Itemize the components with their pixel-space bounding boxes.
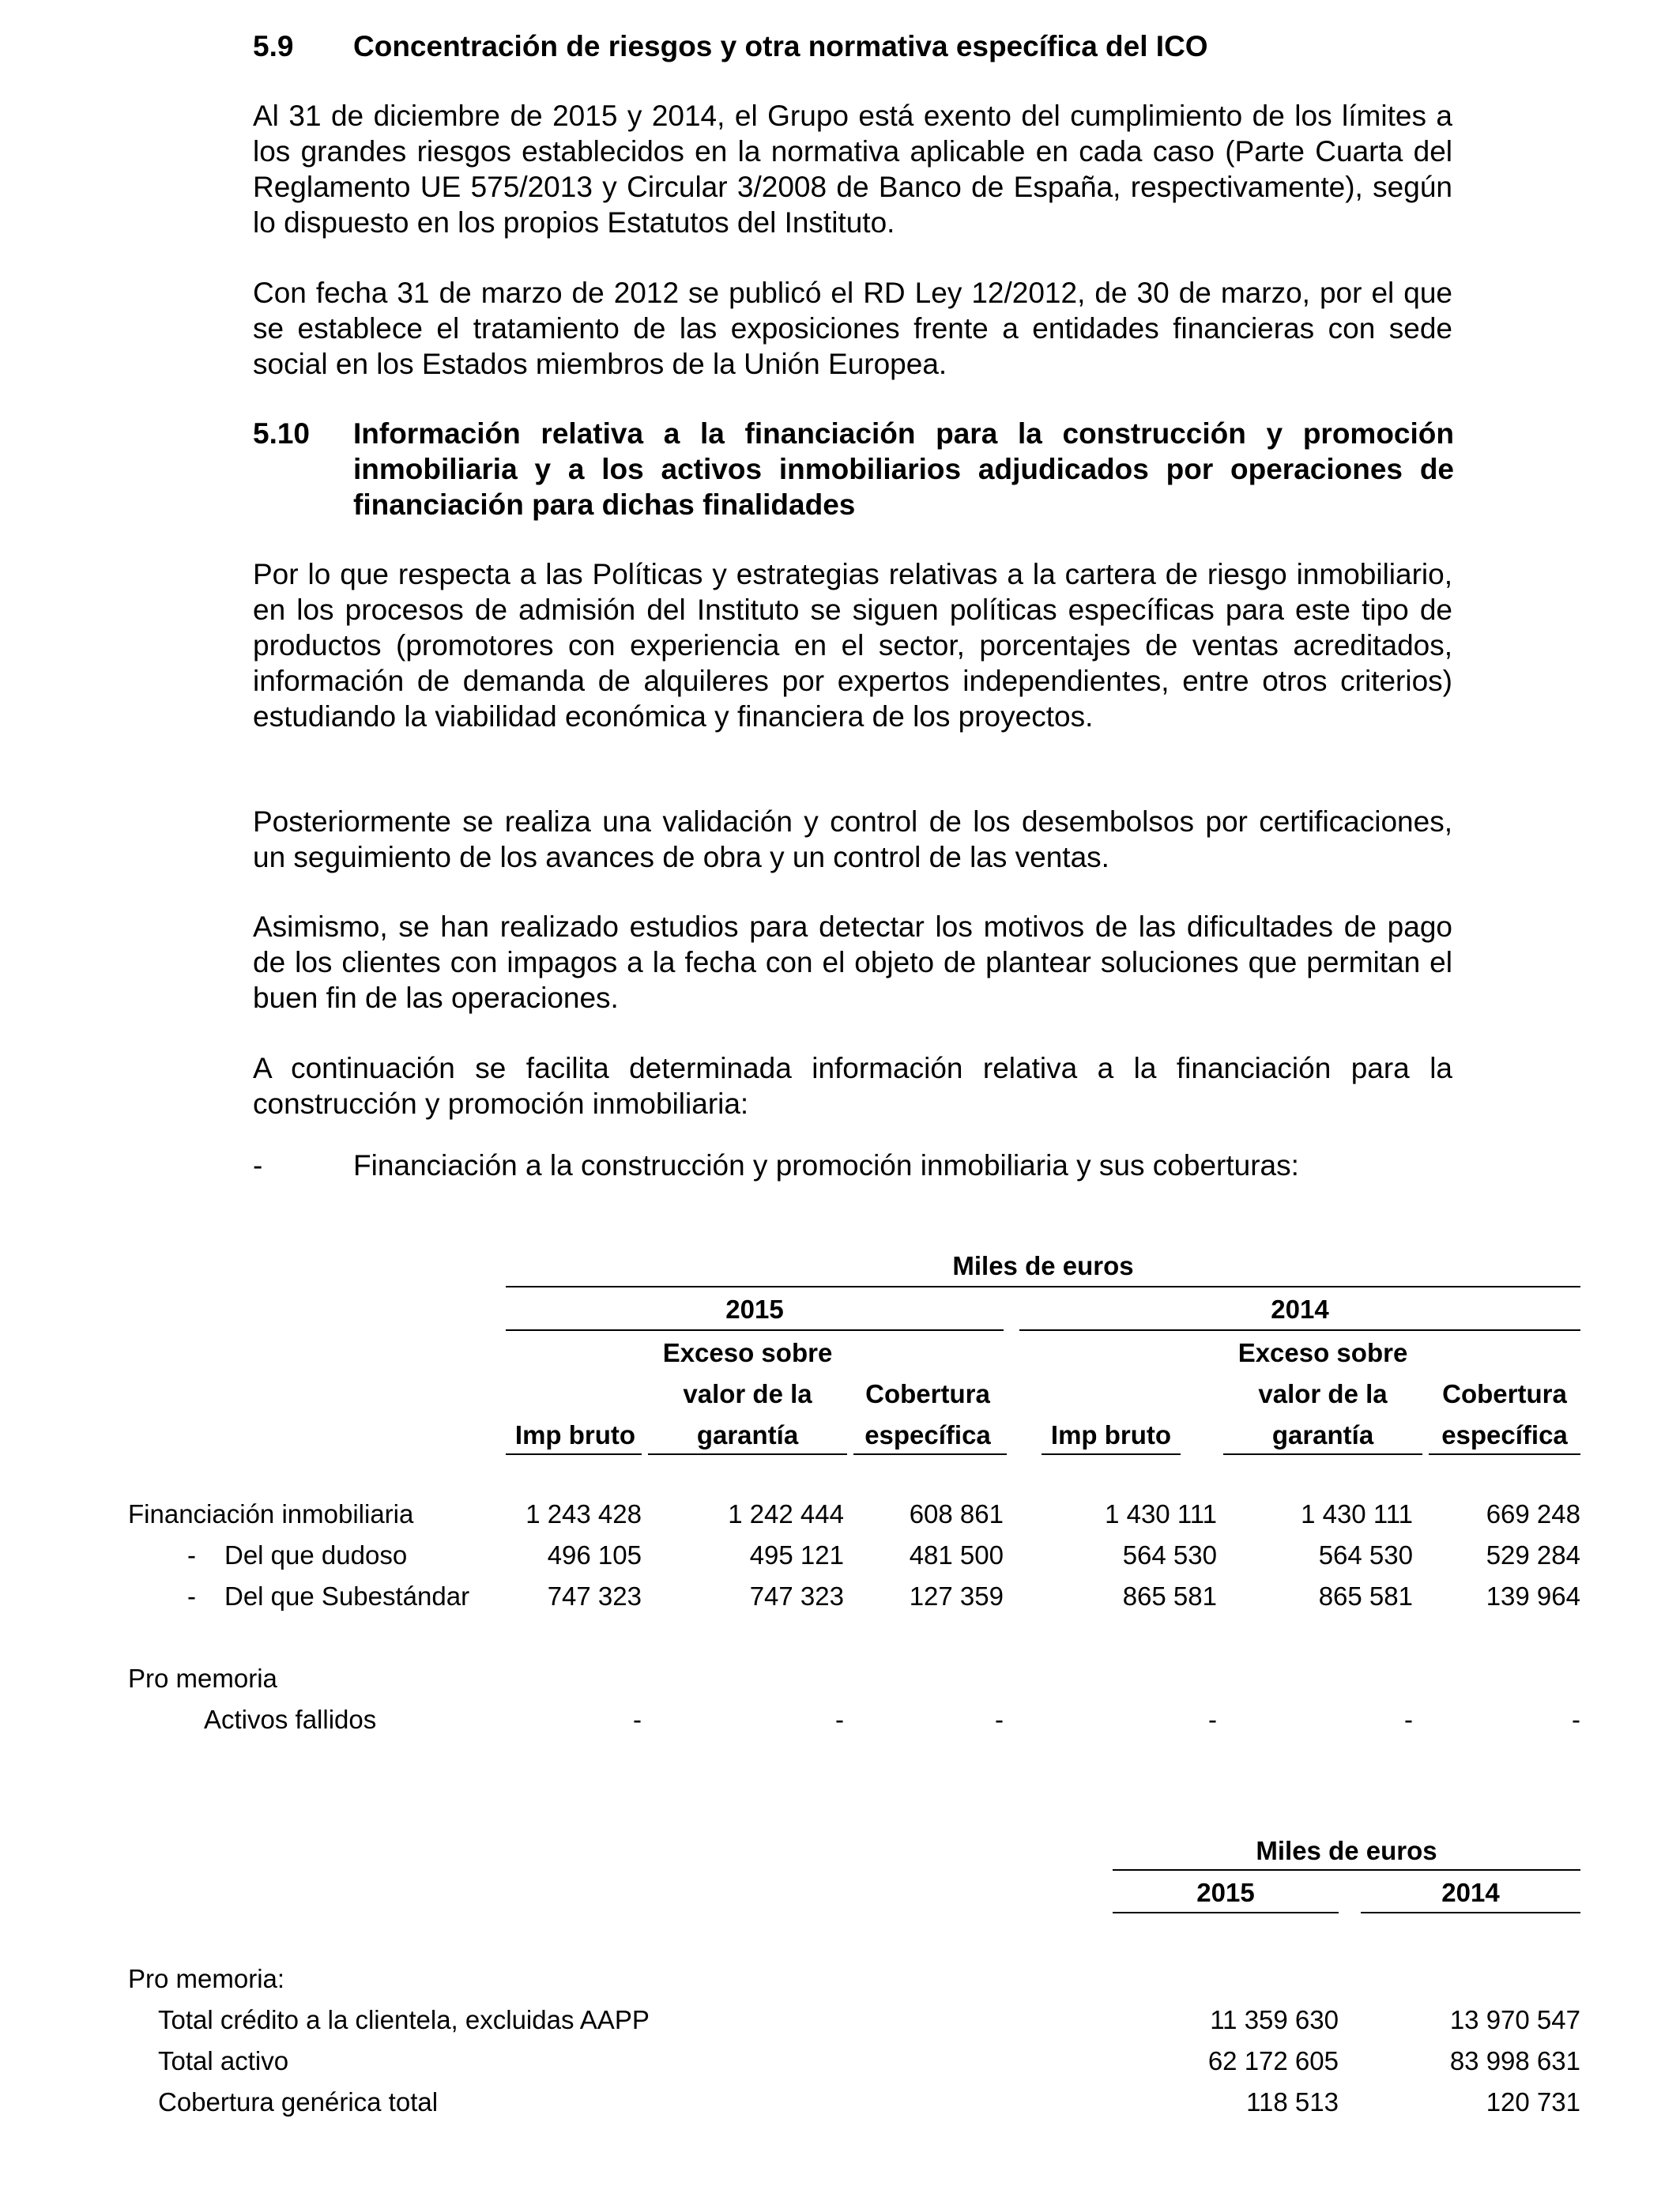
- cell-value: -: [1404, 1705, 1413, 1734]
- column-header: Exceso sobre: [1237, 1338, 1408, 1367]
- column-rule: [1113, 1912, 1339, 1913]
- column-rule: [1361, 1912, 1580, 1913]
- year-header-2014: 2014: [1441, 1878, 1500, 1907]
- cell-value: 1 242 444: [728, 1499, 844, 1529]
- cell-value: -: [1208, 1705, 1217, 1734]
- column-header: Cobertura: [865, 1379, 990, 1408]
- paragraph: Asimismo, se han realizado estudios para detectar los motivos de las dificultades de pago de los clientes con impagos a la fecha con el objeto de plantear soluciones que permitan el buen fin de las operaciones.: [253, 910, 1452, 1014]
- paragraph: Con fecha 31 de marzo de 2012 se publicó el RD Ley 12/2012, de 30 de marzo, por el que se establece el tratamiento de las exposiciones frente a entidades financieras con sede social en los Estados miembros de la Unión Europea.: [253, 277, 1452, 380]
- cell-value: 747 323: [749, 1581, 844, 1611]
- column-header: garantía: [696, 1420, 799, 1449]
- row-label: Del que Subestándar: [224, 1581, 470, 1611]
- column-header: específica: [864, 1420, 991, 1449]
- bullet-dash: -: [253, 1149, 263, 1182]
- cell-value: 11 359 630: [1210, 2005, 1339, 2034]
- cell-value: 529 284: [1486, 1540, 1580, 1570]
- cell-value: -: [1572, 1705, 1580, 1734]
- cell-value: 1 430 111: [1105, 1499, 1217, 1529]
- paragraph: Por lo que respecta a las Políticas y estrategias relativas a la cartera de riesgo inmobiliario, en los procesos de admisión del Instituto se siguen políticas específicas para este tipo de productos (promotores con experiencia en el sector, porcentajes de ventas acreditados, información de demanda de alquileres por expertos independientes, entre otros criterios) estudiando la viabilidad económica y financiera de los proyectos.: [253, 558, 1452, 733]
- cell-value: 1 430 111: [1301, 1499, 1413, 1529]
- header-rule: [1019, 1329, 1580, 1331]
- cell-value: -: [995, 1705, 1004, 1734]
- table-unit-header: Miles de euros: [952, 1251, 1134, 1280]
- cell-value: 564 530: [1122, 1540, 1217, 1570]
- row-label: Total crédito a la clientela, excluidas AAPP: [158, 2005, 650, 2034]
- column-header: específica: [1441, 1420, 1568, 1449]
- table-unit-header: Miles de euros: [1256, 1836, 1437, 1865]
- cell-value: 118 513: [1246, 2087, 1339, 2117]
- year-header-2015: 2015: [1196, 1878, 1255, 1907]
- cell-value: 139 964: [1486, 1581, 1580, 1611]
- column-rule: [1223, 1453, 1422, 1455]
- bullet-text: Financiación a la construcción y promoción inmobiliaria y sus coberturas:: [353, 1149, 1299, 1182]
- row-label: Cobertura genérica total: [158, 2087, 439, 2117]
- row-label: Financiación inmobiliaria: [128, 1499, 414, 1529]
- column-header: Exceso sobre: [662, 1338, 833, 1367]
- column-rule: [1429, 1453, 1580, 1455]
- header-rule: [506, 1329, 1004, 1331]
- cell-value: 608 861: [909, 1499, 1004, 1529]
- memo-title: Pro memoria: [128, 1664, 277, 1693]
- cell-value: 495 121: [749, 1540, 844, 1570]
- cell-value: 669 248: [1486, 1499, 1580, 1529]
- column-header: valor de la: [683, 1379, 812, 1408]
- cell-value: 83 998 631: [1449, 2046, 1580, 2075]
- row-label: Total activo: [158, 2046, 289, 2075]
- cell-value: 62 172 605: [1207, 2046, 1339, 2075]
- paragraph: Posteriormente se realiza una validación y control de los desembolsos por certificaciones, un seguimiento de los avances de obra y un control de las ventas.: [253, 805, 1452, 873]
- cell-value: 564 530: [1318, 1540, 1413, 1570]
- paragraph: A continuación se facilita determinada información relativa a la financiación para la construcción y promoción inmobiliaria:: [253, 1052, 1452, 1120]
- column-header: Imp bruto: [514, 1420, 636, 1449]
- column-rule: [506, 1453, 642, 1455]
- cell-value: 120 731: [1486, 2087, 1580, 2117]
- cell-value: 127 359: [909, 1581, 1004, 1611]
- section-5-9-heading: [253, 28, 1454, 64]
- paragraph: Al 31 de diciembre de 2015 y 2014, el Grupo está exento del cumplimiento de los límites a los grandes riesgos establecidos en la normativa aplicable en cada caso (Parte Cuarta del Reglamento UE 575/2013 y Circular 3/2008 de Banco de España, respectivamente), según lo dispuesto en los propios Estatutos del Instituto.: [253, 100, 1452, 239]
- row-label: Activos fallidos: [204, 1705, 377, 1734]
- section-number: 5.9: [253, 30, 294, 62]
- cell-value: 481 500: [909, 1540, 1004, 1570]
- year-header-2014: 2014: [1271, 1295, 1329, 1324]
- memo-title: Pro memoria:: [128, 1964, 285, 1993]
- column-rule: [648, 1453, 847, 1455]
- cell-value: 13 970 547: [1449, 2005, 1580, 2034]
- column-header: garantía: [1271, 1420, 1374, 1449]
- column-header: Imp bruto: [1050, 1420, 1172, 1449]
- column-header: valor de la: [1258, 1379, 1388, 1408]
- cell-value: 1 243 428: [525, 1499, 642, 1529]
- column-rule: [853, 1453, 1007, 1455]
- row-label: Del que dudoso: [224, 1540, 408, 1570]
- cell-value: 865 581: [1122, 1581, 1217, 1611]
- header-rule: [506, 1286, 1580, 1287]
- row-dash: -: [187, 1540, 196, 1570]
- cell-value: 747 323: [547, 1581, 642, 1611]
- section-title: Concentración de riesgos y otra normativa específica del ICO: [353, 30, 1208, 62]
- section-number: 5.10: [253, 417, 311, 450]
- section-title: Información relativa a la financiación para la construcción y promoción inmobiliaria y a los activos inmobiliarios adjudicados por operaciones de financiación para dichas finalidades: [353, 417, 1454, 521]
- year-header-2015: 2015: [725, 1295, 784, 1324]
- cell-value: 496 105: [547, 1540, 642, 1570]
- column-rule: [1042, 1453, 1181, 1455]
- section-5-10-heading: [253, 416, 1454, 522]
- cell-value: -: [835, 1705, 844, 1734]
- cell-value: -: [633, 1705, 642, 1734]
- column-header: Cobertura: [1442, 1379, 1567, 1408]
- cell-value: 865 581: [1318, 1581, 1413, 1611]
- row-dash: -: [187, 1581, 196, 1611]
- header-rule: [1113, 1869, 1580, 1871]
